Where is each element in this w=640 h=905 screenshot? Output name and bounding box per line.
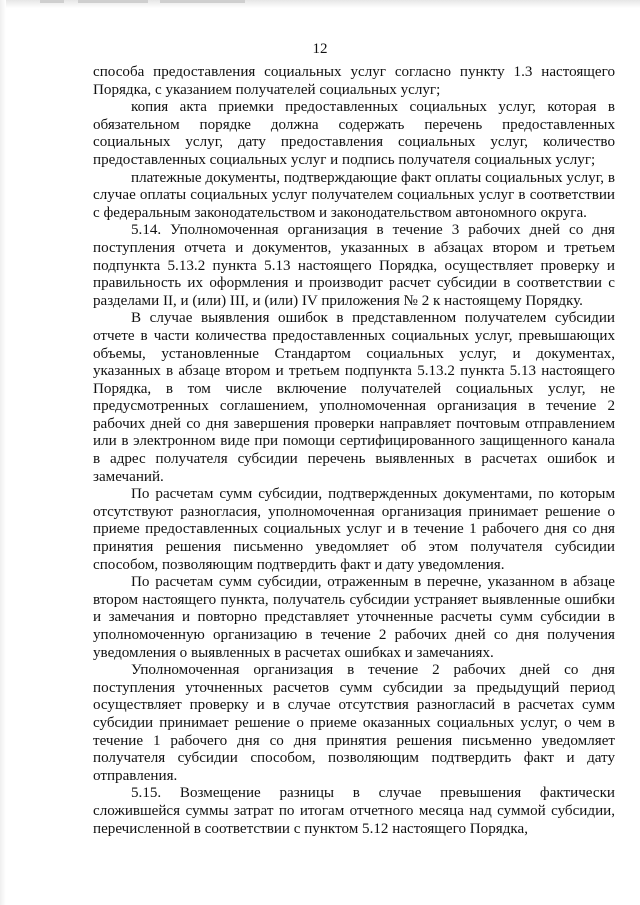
paragraph: В случае выявления ошибок в представленном получателем субсидии отчете в части количества предоставленных социальных услуг, превышающих объемы, установленные Стандартом социальных услуг, и документах, указанных в абзаце втором и третьем подпункта 5.13.2 пункта 5.13 настоящего Порядка, в том числе включение получателей социальных услуг, не предусмотренных соглашением, уполномоченная организация в течение 2 рабочих дней со дня завершения проверки направляет почтовым отправлением или в электронном виде при помощи сертифицированного защищенного канала в адрес получателя субсидии перечень выявленных в расчетах ошибок и замечаний. [93,310,615,485]
document-body [93,64,615,838]
paragraph: копия акта приемки предоставленных социальных услуг, которая в обязательном порядке должна содержать перечень предоставленных социальных услуг, дату предоставления социальных услуг, количество предоставленных социальных услуг и подпись получателя социальных услуг; [93,99,615,168]
scan-left-shadow [0,0,6,905]
paragraph-section-5-15: 5.15. Возмещение разницы в случае превышения фактически сложившейся суммы затрат по итогам отчетного месяца над суммой субсидии, перечисленной в соответствии с пунктом 5.12 настоящего Порядка, [93,785,615,837]
paragraph: По расчетам сумм субсидии, отраженным в перечне, указанном в абзаце втором настоящего пункта, получатель субсидии устраняет выявленные ошибки и замечания и повторно представляет уточненные расчеты сумм субсидии в уполномоченную организацию в течение 2 рабочих дней со дня получения уведомления о выявленных в расчетах ошибках и замечаниях. [93,574,615,661]
page-number: 12 [312,41,328,57]
paragraph: платежные документы, подтверждающие факт оплаты социальных услуг, в случае оплаты социальных услуг получателем социальных услуг в соответствии с федеральным законодательством и законодательством автономного округа. [93,169,615,221]
scan-artifact [40,0,64,3]
scan-artifact [78,0,148,3]
paragraph-section-5-14: 5.14. Уполномоченная организация в течение 3 рабочих дней со дня поступления отчета и документов, указанных в абзацах втором и третьем подпункта 5.13.2 пункта 5.13 настоящего Порядка, осуществляет проверку и правильность их оформления и производит расчет субсидии в соответствии с разделами II, и (или) III, и (или) IV приложения № 2 к настоящему Порядку. [93,222,615,309]
paragraph: Уполномоченная организация в течение 2 рабочих дней со дня поступления уточненных расчетов сумм субсидии за предыдущий период осуществляет проверку и в случае отсутствия разногласий в расчетах сумм субсидии принимает решение о приеме оказанных социальных услуг, о чем в течение 1 рабочего дня со дня принятия решения письменно уведомляет получателя субсидии способом, позволяющим подтвердить факт и дату отправления. [93,662,615,784]
scan-artifact [160,0,245,3]
paragraph: способа предоставления социальных услуг согласно пункту 1.3 настоящего Порядка, с указанием получателей социальных услуг; [93,64,615,98]
paragraph: По расчетам сумм субсидии, подтвержденных документами, по которым отсутствуют разногласия, уполномоченная организация принимает решение о приеме предоставленных социальных услуг и в течение 1 рабочего дня со дня принятия решения письменно уведомляет об этом получателя субсидии способом, позволяющим подтвердить факт и дату уведомления. [93,486,615,573]
